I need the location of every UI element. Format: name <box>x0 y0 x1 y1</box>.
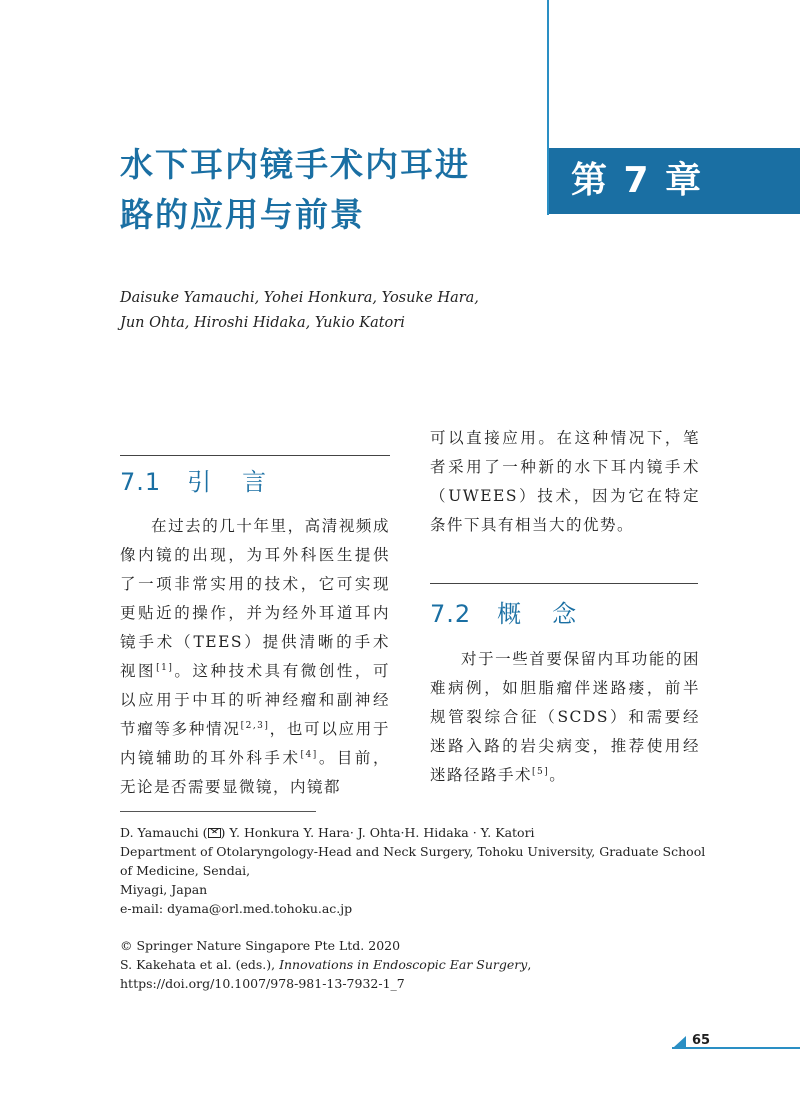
text-run: 对于一些首要保留内耳功能的困难病例，如胆脂瘤伴迷路瘘，前半规管裂综合征（SCDS）和需要经迷路入路的岩尖病变，推荐使用经迷路径路手术 <box>430 650 700 784</box>
text-run: ，也可以应用于内镜辅助的耳外科手术 <box>120 720 390 767</box>
body-paragraph-7-1 <box>120 512 390 802</box>
section-heading-7-1 <box>120 462 267 497</box>
footnote-authors <box>120 823 710 842</box>
text-run: D. Yamauchi ( <box>120 825 208 840</box>
footnote-citation <box>120 955 710 974</box>
mail-icon <box>208 828 221 838</box>
footnote-affiliation-location: Miyagi, Japan <box>120 882 208 897</box>
reference-marker: [2,3] <box>240 721 270 731</box>
section-number: 7.1 <box>120 468 162 496</box>
footnote-doi[interactable]: https://doi.org/10.1007/978-981-13-7932-1_7 <box>120 976 405 991</box>
reference-marker: [5] <box>532 767 550 777</box>
chapter-title-line1: 水下耳内镜手术内耳进 <box>120 145 470 184</box>
book-title: Innovations in Endoscopic Ear Surgery <box>279 957 528 972</box>
body-paragraph-7-2 <box>430 645 700 790</box>
chapter-title-line2: 路的应用与前景 <box>120 195 365 234</box>
section-title-char: 引 <box>187 468 213 496</box>
author-line1: Daisuke Yamauchi, Yohei Honkura, Yosuke Hara, <box>120 290 479 306</box>
text-run: 。这种技术具有微创性，可以应用于中耳的听神经瘤和副神经节瘤等多种情况 <box>120 662 390 738</box>
chapter-number-box: 第 7 章 <box>549 148 800 214</box>
text-run: ) Y. Honkura Y. Hara· J. Ohta·H. Hidaka · Y. Katori <box>220 825 535 840</box>
footnote-block <box>120 823 710 993</box>
text-run: , <box>527 957 532 972</box>
footnote-spacer <box>120 918 710 936</box>
section-title-char: 言 <box>242 468 268 496</box>
reference-marker: [4] <box>300 750 318 760</box>
footnote-copyright: © Springer Nature Singapore Pte Ltd. 2020 <box>120 938 401 953</box>
text-run: 。 <box>549 766 567 784</box>
section-number: 7.2 <box>430 600 472 628</box>
footnote-rule <box>120 811 316 812</box>
chapter-title <box>120 140 540 240</box>
reference-marker: [1] <box>156 663 174 673</box>
author-list <box>120 286 580 336</box>
page-triangle-icon <box>674 1036 686 1047</box>
section-rule-7-2 <box>430 583 698 584</box>
page-number: 65 <box>692 1033 711 1048</box>
body-paragraph-continued: 可以直接应用。在这种情况下，笔者采用了一种新的水下耳内镜手术（UWEES）技术，因为它在特定条件下具有相当大的优势。 <box>430 429 700 534</box>
section-rule-7-1 <box>120 455 390 456</box>
text-run: S. Kakehata et al. (eds.), <box>120 957 280 972</box>
text-run: 在过去的几十年里，高清视频成像内镜的出现，为耳外科医生提供了一项非常实用的技术，它可实现更贴近的操作，并为经外耳道耳内镜手术（TEES）提供清晰的手术视图 <box>120 517 390 680</box>
section-title-char: 概 <box>497 600 523 628</box>
text-run: 。目前，无论是否需要显微镜，内镜都 <box>120 749 390 796</box>
section-title-char: 念 <box>552 600 578 628</box>
footnote-affiliation: Department of Otolaryngology-Head and Neck Surgery, Tohoku University, Graduate School of Medicine, Sendai, <box>120 844 706 878</box>
author-line2: Jun Ohta, Hiroshi Hidaka, Yukio Katori <box>120 315 405 331</box>
footnote-email[interactable]: e-mail: dyama@orl.med.tohoku.ac.jp <box>120 901 353 916</box>
section-heading-7-2 <box>430 594 577 629</box>
